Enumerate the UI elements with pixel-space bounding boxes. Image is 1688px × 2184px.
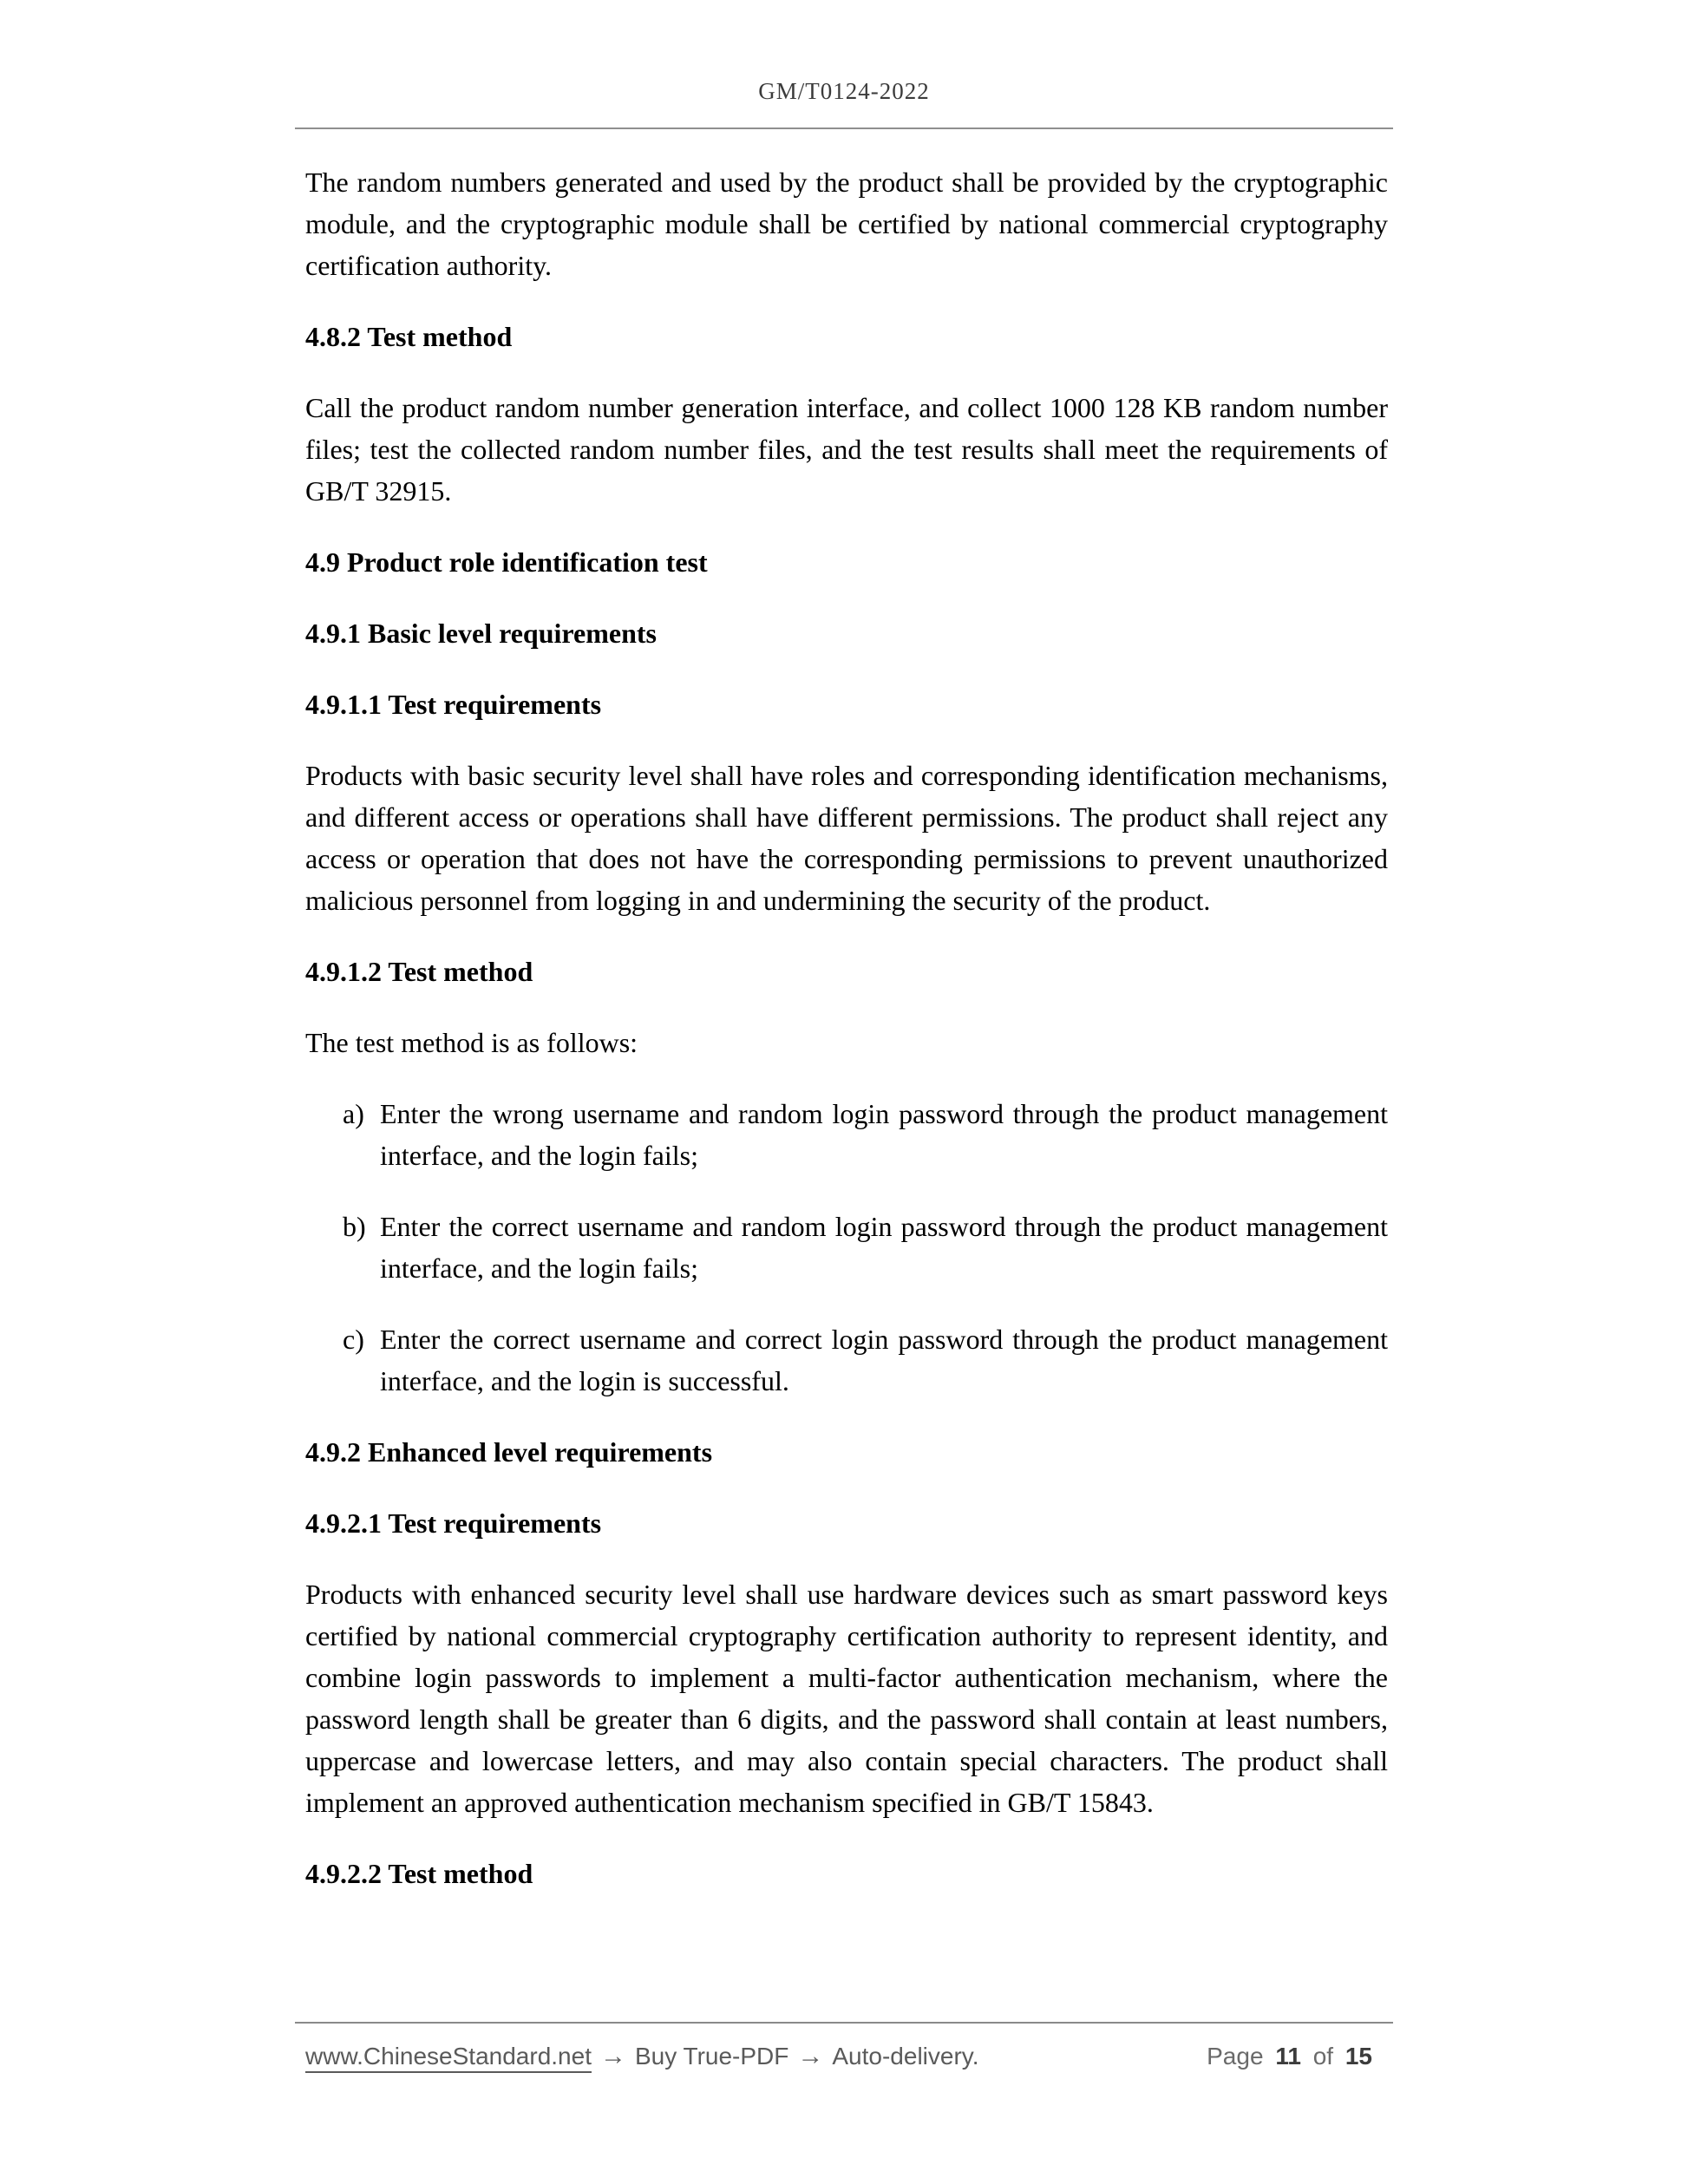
- right-arrow-icon: →: [797, 2042, 824, 2070]
- footer-buy-label: Buy True-PDF: [634, 2043, 789, 2070]
- header-divider: [295, 128, 1393, 129]
- footer-site-link[interactable]: www.ChineseStandard.net: [305, 2043, 592, 2073]
- heading-4-9-2-enhanced-level: 4.9.2 Enhanced level requirements: [305, 1436, 713, 1468]
- page-label: Page: [1207, 2043, 1264, 2070]
- paragraph-test-method-intro: The test method is as follows:: [305, 1027, 638, 1058]
- heading-4-9-product-role: 4.9 Product role identification test: [305, 546, 708, 578]
- footer-left: [305, 2042, 978, 2073]
- list-item-c-label: c): [343, 1324, 364, 1355]
- document-body: [305, 161, 1388, 1924]
- heading-4-9-2-2-test-method: 4.9.2.2 Test method: [305, 1858, 533, 1889]
- paragraph-random-numbers: The random numbers generated and used by the product shall be provided by the cryptographic module, and the cryptographic module shall be certified by national commercial cryptography certification authority.: [305, 167, 1388, 281]
- list-item-a-label: a): [343, 1098, 364, 1129]
- heading-4-8-2-test-method: 4.8.2 Test method: [305, 321, 513, 352]
- footer-delivery-label: Auto-delivery.: [832, 2043, 979, 2070]
- list-item-b-text: Enter the correct username and random login password through the product management interface, and the login fails;: [380, 1211, 1388, 1284]
- list-item-a-text: Enter the wrong username and random login password through the product management interface, and the login fails;: [380, 1098, 1388, 1171]
- right-arrow-icon: →: [599, 2042, 626, 2070]
- footer-divider: [295, 2022, 1393, 2024]
- heading-4-9-2-1-test-requirements: 4.9.2.1 Test requirements: [305, 1507, 602, 1539]
- page-of-label: of: [1312, 2043, 1334, 2070]
- page-total: 15: [1345, 2043, 1372, 2070]
- list-item-b: [305, 1206, 1388, 1289]
- document-number: GM/T0124-2022: [758, 78, 930, 104]
- heading-4-9-1-1-test-requirements: 4.9.1.1 Test requirements: [305, 689, 602, 720]
- paragraph-enhanced-security: Products with enhanced security level shall use hardware devices such as smart password keys certified by national commercial cryptography certification authority to represent identity, and combine login passwords to implement a multi-factor authentication mechanism, where the password length shall be greater than 6 digits, and the password shall contain at least numbers, uppercase and lowercase letters, and may also contain special characters. The product shall implement an approved authentication mechanism specified in GB/T 15843.: [305, 1579, 1388, 1818]
- heading-4-9-1-2-test-method: 4.9.1.2 Test method: [305, 956, 533, 987]
- page-footer: [305, 2042, 1372, 2073]
- paragraph-basic-security: Products with basic security level shall have roles and corresponding identification mechanisms, and different access or operations shall have different permissions. The product shall reject any access or operation that does not have the corresponding permissions to prevent unauthorized malicious personnel from logging in and undermining the security of the product.: [305, 760, 1388, 916]
- paragraph-call-interface: Call the product random number generation interface, and collect 1000 128 KB random number files; test the collected random number files, and the test results shall meet the requirements of GB/T 32915.: [305, 392, 1388, 507]
- heading-4-9-1-basic-level: 4.9.1 Basic level requirements: [305, 618, 657, 649]
- list-item-c: [305, 1318, 1388, 1402]
- page-indicator: [1207, 2043, 1372, 2070]
- list-item-c-text: Enter the correct username and correct login password through the product management interface, and the login is successful.: [380, 1324, 1388, 1396]
- page-current: 11: [1275, 2043, 1301, 2070]
- list-item-b-label: b): [343, 1211, 366, 1242]
- list-item-a: [305, 1093, 1388, 1176]
